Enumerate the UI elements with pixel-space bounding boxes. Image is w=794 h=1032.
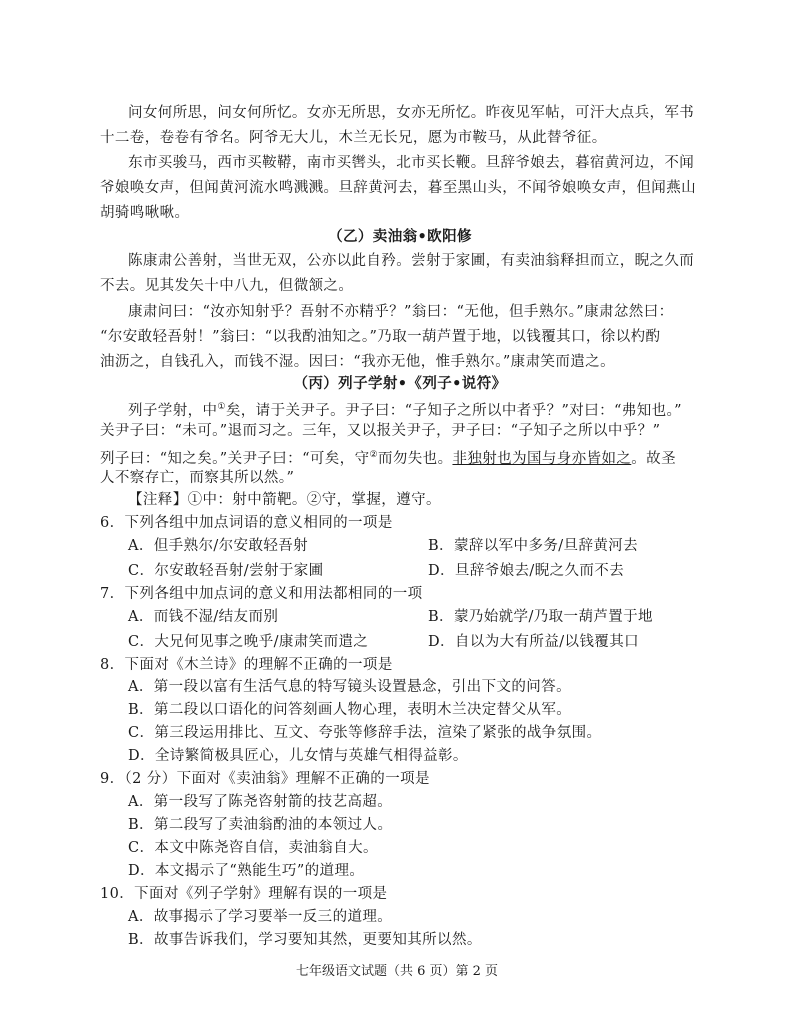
footnote-mark: ② [369, 450, 378, 460]
option[interactable]: A．而钱不湿/结友而别 [128, 609, 279, 625]
mulan-line: 爷娘唤女声，但闻黄河流水鸣溅溅。旦辞黄河去，暮至黑山头，不闻爷娘唤女声，但闻燕山 [100, 180, 696, 196]
option[interactable]: A．第一段写了陈尧咨射箭的技艺高超。 [128, 794, 393, 810]
option[interactable]: D．本文揭示了“熟能生巧”的道理。 [128, 863, 365, 879]
option[interactable]: B．蒙乃始就学/乃取一葫芦置于地 [428, 609, 653, 625]
question-stem: 6．下列各组中加点词语的意义相同的一项是 [100, 515, 393, 531]
option[interactable]: C．大兄何见事之晚乎/康肃笑而遣之 [128, 634, 369, 650]
question-stem: 9．（2 分）下面对《卖油翁》理解不正确的一项是 [100, 771, 430, 787]
question-stem: 7．下列各组中加点词的意义和用法都相同的一项 [100, 586, 423, 602]
option-row [128, 561, 738, 581]
bing-text: 列子学射，中 [128, 402, 218, 419]
option[interactable]: D．全诗繁简极具匠心，儿女情与英雄气相得益彰。 [128, 748, 468, 764]
bing-text: 。故圣 [631, 450, 676, 467]
mulan-line: 东市买骏马，西市买鞍鞯，南市买辔头，北市买长鞭。旦辞爷娘去，暮宿黄河边，不闻 [128, 155, 695, 171]
option[interactable]: B．蒙辞以军中多务/旦辞黄河去 [428, 538, 639, 554]
mulan-line: 十二卷，卷卷有爷名。阿爷无大儿，木兰无长兄，愿为市鞍马，从此替爷征。 [100, 130, 607, 146]
bing-line: 关尹子曰：“未可。”退而习之。三年，又以报关尹子，尹子曰：“子知子之所以中乎？” [100, 423, 661, 439]
mulan-line: 胡骑鸣啾啾。 [100, 205, 190, 221]
footnote-mark: ① [217, 402, 226, 412]
option[interactable]: D．自以为大有所益/以钱覆其口 [428, 634, 640, 650]
bing-line: 人不察存亡，而察其所以然。” [100, 470, 295, 486]
mulan-line: 问女何所思，问女何所忆。女亦无所思，女亦无所忆。昨夜见军帖，可汗大点兵，军书 [128, 105, 695, 121]
option[interactable]: C．本文中陈尧咨自信，卖油翁自大。 [128, 840, 378, 856]
option-row [128, 536, 738, 556]
yi-line: 油沥之，自钱孔入，而钱不湿。因曰：“我亦无他，惟手熟尔。”康肃笑而遣之。 [100, 354, 615, 370]
annotation: 【注释】①中：射中箭靶。②守，掌握，遵守。 [128, 492, 441, 508]
option-row [128, 607, 738, 627]
option[interactable]: C．尔安敢轻吾射/尝射于家圃 [128, 563, 324, 579]
option[interactable]: B．故事告诉我们，学习要知其然，更要知其所以然。 [128, 932, 482, 948]
option[interactable]: B．第二段以口语化的问答刻画人物心理，表明木兰决定替父从军。 [128, 702, 572, 718]
option[interactable]: C．第三段运用排比、互文、夸张等修辞手法，渲染了紧张的战争氛围。 [128, 725, 602, 741]
bing-text: 矣，请于关尹子。尹子曰：“子知子之所以中者乎？”对曰：“弗知也。” [225, 402, 682, 419]
page-footer: 七年级语文试题（共 6 页）第 2 页 [295, 964, 499, 979]
bing-line [128, 397, 738, 421]
yi-line: 康肃问曰：“汝亦知射乎？吾射不亦精乎？”翁曰：“无他，但手熟尔。”康肃忿然曰： [128, 304, 674, 320]
question-stem: 10．下面对《列子学射》理解有误的一项是 [100, 886, 388, 902]
yi-line: “尔安敢轻吾射！”翁曰：“以我酌油知之。”乃取一葫芦置于地，以钱覆其口，徐以杓酌 [100, 329, 661, 345]
bing-title: （丙）列子学射•《列子•说符》 [293, 375, 507, 392]
underlined-sentence: 非独射也为国与身亦皆如之 [452, 450, 632, 467]
option[interactable]: B．第二段写了卖油翁酌油的本领过人。 [128, 817, 393, 833]
option[interactable]: A．但手熟尔/尔安敢轻吾射 [128, 538, 309, 554]
yi-line: 陈康肃公善射，当世无双，公亦以此自矜。尝射于家圃，有卖油翁释担而立，睨之久而 [128, 253, 695, 269]
yi-line: 不去。见其发矢十中八九，但微颔之。 [100, 278, 354, 294]
option-row [128, 632, 738, 652]
option[interactable]: D．旦辞爷娘去/睨之久而不去 [428, 563, 625, 579]
bing-text: 而勿失也。 [377, 450, 453, 467]
option[interactable]: A．第一段以富有生活气息的特写镜头设置悬念，引出下文的问答。 [128, 679, 571, 695]
option[interactable]: A．故事揭示了学习要举一反三的道理。 [128, 909, 393, 925]
bing-text: 列子曰：“知之矣。”关尹子曰：“可矣，守 [100, 450, 370, 467]
bing-line [100, 445, 710, 469]
yi-title: （乙）卖油翁•欧阳修 [328, 228, 472, 245]
question-stem: 8．下面对《木兰诗》的理解不正确的一项是 [100, 657, 393, 673]
